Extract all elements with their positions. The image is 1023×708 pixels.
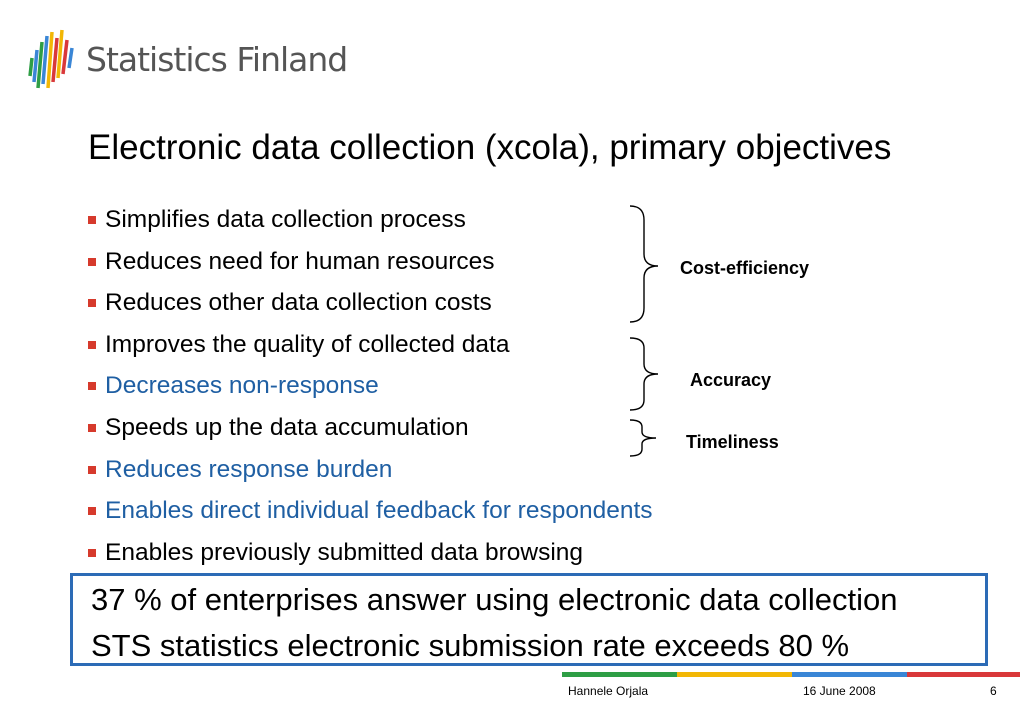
list-item [88, 324, 653, 366]
group-label-cost-efficiency: Cost-efficiency [680, 258, 810, 278]
logo-text: Statistics Finland [86, 40, 348, 79]
bullet-square-icon [88, 258, 96, 266]
list-item [88, 490, 653, 532]
bullet-square-icon [88, 216, 96, 224]
stats-line-enterprises: 37 % of enterprises answer using electronic data collection [91, 582, 898, 617]
list-item [88, 407, 653, 449]
stats-box [70, 573, 988, 666]
list-item-text: Enables previously submitted data browsing [105, 538, 584, 566]
footer-bar-red [907, 672, 1020, 677]
bullet-square-icon [88, 341, 96, 349]
list-item-text: Decreases non-response [105, 372, 379, 400]
footer-bar-green [562, 672, 677, 677]
accuracy-brace-icon [626, 336, 666, 412]
list-item [88, 365, 653, 407]
slide-title: Electronic data collection (xcola), primary objectives [88, 128, 892, 167]
cost-efficiency-brace-icon [626, 204, 666, 324]
list-item [88, 282, 653, 324]
stats-line-sts-rate: STS statistics electronic submission rate exceeds 80 % [91, 628, 850, 663]
list-item-text: Enables direct individual feedback for respondents [105, 497, 653, 525]
list-item-text: Reduces need for human resources [105, 247, 495, 275]
bullet-square-icon [88, 424, 96, 432]
group-label-accuracy: Accuracy [690, 370, 772, 390]
list-item-text: Speeds up the data accumulation [105, 413, 469, 441]
bullet-square-icon [88, 299, 96, 307]
list-item-text: Reduces response burden [105, 455, 393, 483]
footer-bar-blue [792, 672, 907, 677]
list-item [88, 241, 653, 283]
bullet-square-icon [88, 507, 96, 515]
statistics-finland-logo [28, 28, 358, 90]
bullet-square-icon [88, 382, 96, 390]
list-item-text: Simplifies data collection process [105, 206, 466, 233]
group-label-timeliness: Timeliness [686, 432, 779, 452]
list-item [88, 199, 653, 241]
logo-stripes-icon [28, 28, 80, 90]
footer-author: Hannele Orjala [568, 684, 649, 698]
list-item [88, 532, 653, 574]
timeliness-brace-icon [626, 418, 666, 458]
footer-date: 16 June 2008 [803, 684, 876, 698]
list-item [88, 449, 653, 491]
bullet-square-icon [88, 466, 96, 474]
list-item-text: Improves the quality of collected data [105, 330, 510, 358]
footer-bar-yellow [677, 672, 792, 677]
bullet-square-icon [88, 549, 96, 557]
list-item-text: Reduces other data collection costs [105, 289, 492, 317]
footer-page-number: 6 [990, 684, 997, 698]
objectives-list [88, 199, 653, 573]
